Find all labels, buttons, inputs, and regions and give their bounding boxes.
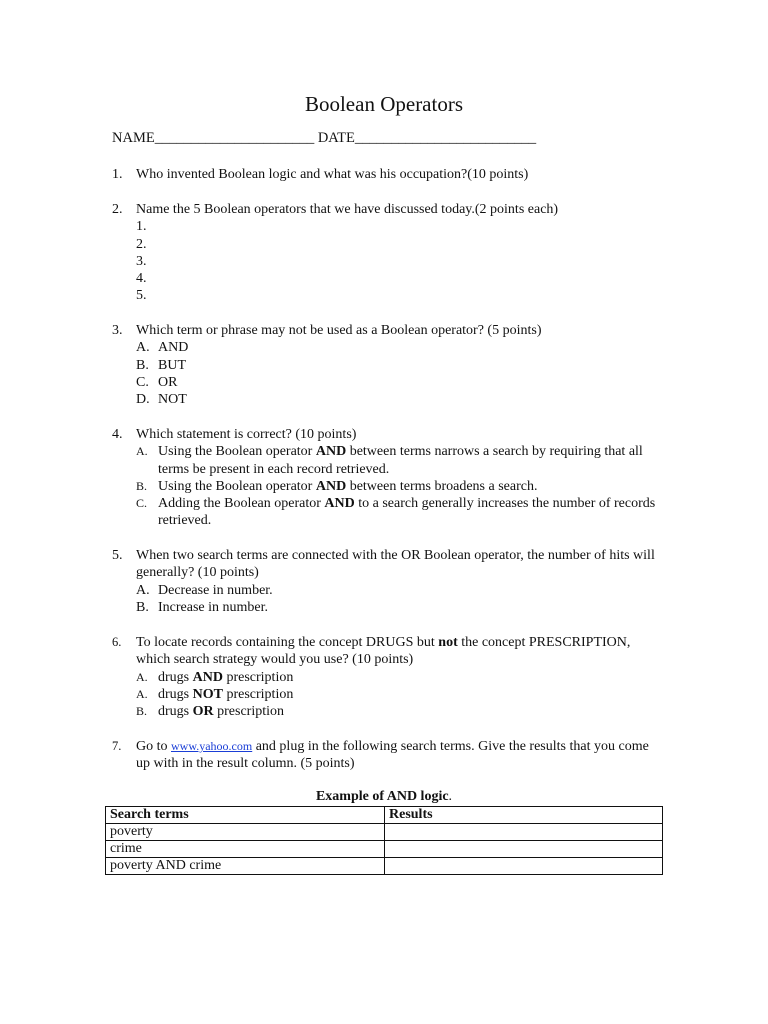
search-term-cell: poverty AND crime [106,858,385,875]
question-number: 3. [112,323,123,338]
option-text: Using the Boolean operator AND between terms narrows a search by requiring that all terms be present in each record retrieved. [158,444,643,477]
answer-option [136,374,656,391]
question-text: To locate records containing the concept DRUGS but not the concept PRESCRIPTION, which search strategy would you use? (10 points) [136,635,631,668]
table-header-row [106,807,663,824]
question-text: Go to www.yahoo.com and plug in the following search terms. Give the results that you come up with in the result column. (5 points) [136,739,649,772]
answer-option [136,391,656,408]
question-text: When two search terms are connected with the OR Boolean operator, the number of hits will generally? (10 points) [136,548,655,581]
option-text: AND [158,340,189,356]
table-row [106,841,663,858]
answer-number: 4. [136,271,147,287]
answer-number: 5. [136,288,147,304]
question-text: Which statement is correct? (10 points) [136,427,357,442]
question-2 [112,201,656,305]
answer-number: 1. [136,219,147,235]
question-number: 7. [112,739,122,753]
option-label: B. [136,478,148,493]
answer-line [136,253,656,270]
search-term-cell: crime [106,841,385,858]
answer-number: 3. [136,253,147,269]
name-date-line: NAME______________________ DATE_________________________ [112,130,537,146]
question-number: 6. [112,635,122,649]
question-5 [112,547,656,616]
question-4 [112,426,656,530]
answer-option [136,478,656,495]
answer-line [136,218,656,235]
option-text: Decrease in number. [158,582,273,598]
answer-line [136,287,656,304]
option-label: A. [136,444,148,459]
yahoo-link[interactable]: www.yahoo.com [171,739,253,753]
question-number: 4. [112,427,123,442]
option-text: drugs NOT prescription [158,686,294,702]
question-number: 1. [112,167,123,182]
result-cell[interactable] [385,841,663,858]
table-row [106,858,663,875]
answer-line [136,236,656,253]
answer-option [136,339,656,356]
question-7 [112,738,656,773]
option-text: BUT [158,357,186,373]
question-number: 2. [112,202,123,217]
option-text: drugs AND prescription [158,669,294,685]
question-text: Name the 5 Boolean operators that we have discussed today.(2 points each) [136,202,559,217]
option-label: C. [136,496,148,511]
question-number: 5. [112,548,123,563]
option-label: A. [136,669,148,684]
option-label: B. [136,704,148,719]
answer-number: 2. [136,236,147,252]
option-text: Increase in number. [158,599,269,615]
option-label: A. [136,582,150,598]
answer-option [136,582,656,599]
search-term-cell: poverty [106,824,385,841]
table-caption: Example of AND logic. [315,789,453,804]
result-cell[interactable] [385,858,663,875]
answer-line [136,270,656,287]
option-text: NOT [158,392,187,408]
question-1 [112,166,656,183]
option-label: A. [136,340,150,356]
option-label: B. [136,599,149,615]
answer-option [136,495,656,530]
question-text: Which term or phrase may not be used as a Boolean operator? (5 points) [136,323,542,338]
column-header-search-terms: Search terms [106,807,385,824]
column-header-results: Results [385,807,663,824]
results-table [105,806,663,875]
option-text: Using the Boolean operator AND between terms broadens a search. [158,478,538,494]
answer-option [136,357,656,374]
option-text: drugs OR prescription [158,704,284,720]
option-label: C. [136,374,149,390]
answer-option [136,669,656,686]
page-title: Boolean Operators [304,92,464,116]
option-label: A. [136,686,148,701]
table-row [106,824,663,841]
answer-option [136,599,656,616]
question-text: Who invented Boolean logic and what was his occupation?(10 points) [136,167,529,182]
question-3 [112,322,656,408]
result-cell[interactable] [385,824,663,841]
answer-option [136,686,656,703]
answer-option [136,703,656,720]
option-text: OR [158,374,178,390]
option-label: B. [136,357,149,373]
answer-option [136,443,656,478]
option-label: D. [136,392,150,408]
option-text: Adding the Boolean operator AND to a search generally increases the number of records retrieved. [158,496,656,529]
question-6 [112,634,656,720]
